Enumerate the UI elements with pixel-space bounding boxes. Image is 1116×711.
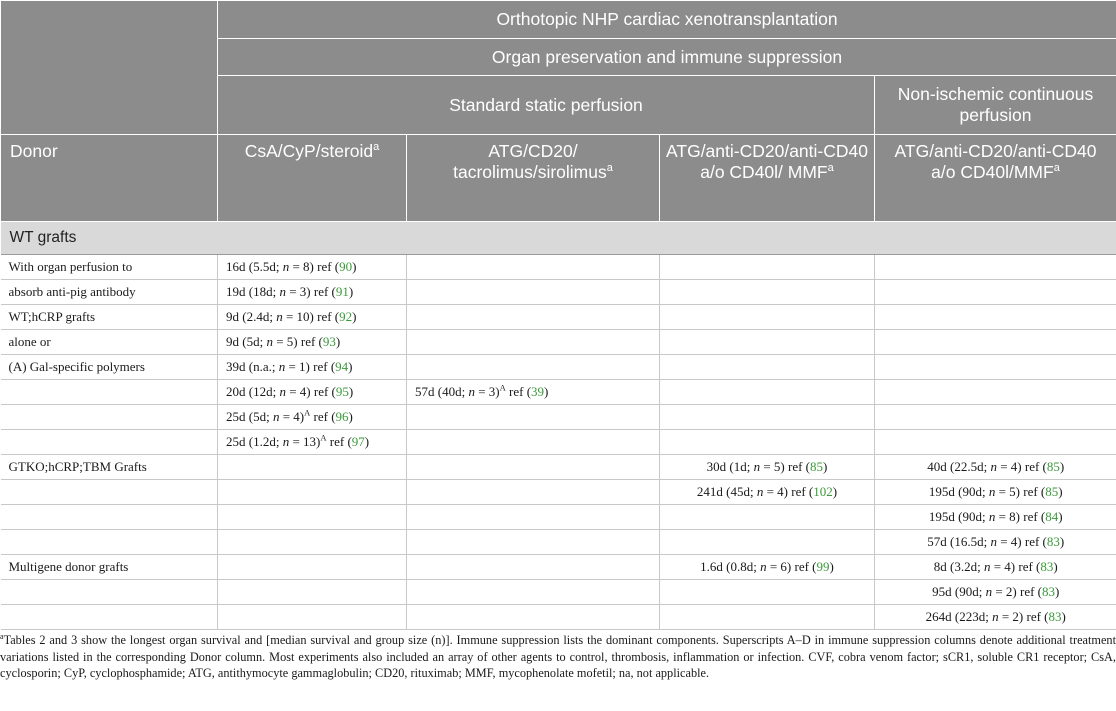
- survival-cell-c4: [875, 255, 1116, 280]
- table-row: [1, 580, 1116, 605]
- survival-text: 25d (5d; n = 4): [226, 409, 305, 424]
- survival-cell-c2: [407, 505, 660, 530]
- n-symbol: n: [468, 384, 475, 399]
- survival-cell-c1: 25d (5d; n = 4)$^A$ ref (96): [218, 405, 407, 430]
- survival-cell-c3: [660, 330, 875, 355]
- reference-link[interactable]: 85: [1045, 484, 1059, 499]
- survival-cell-c4: 195d (90d; n = 8) ref (84): [875, 505, 1116, 530]
- survival-cell-c4: [875, 330, 1116, 355]
- survival-cell-c1: [218, 580, 407, 605]
- reference-link[interactable]: 102: [813, 484, 833, 499]
- table-footnote: [0, 632, 1116, 682]
- header-col2: [407, 135, 660, 222]
- header-title: Orthotopic NHP cardiac xenotransplantation: [218, 1, 1116, 39]
- table-row: [1, 330, 1116, 355]
- survival-cell-c1: 9d (5d; n = 5) ref (93): [218, 330, 407, 355]
- header-corner: [1, 1, 218, 135]
- reference-link[interactable]: 97: [351, 434, 365, 449]
- survival-cell-c4: [875, 305, 1116, 330]
- table-row: [1, 305, 1116, 330]
- reference-link[interactable]: 90: [339, 259, 353, 274]
- survival-cell-c3: 30d (1d; n = 5) ref (85): [660, 455, 875, 480]
- n-symbol: n: [282, 259, 290, 274]
- survival-cell-c3: [660, 505, 875, 530]
- reference-link[interactable]: 92: [339, 309, 353, 324]
- ref-label: ref: [505, 384, 524, 399]
- donor-cell: Multigene donor grafts: [1, 555, 218, 580]
- survival-cell-c1: [218, 480, 407, 505]
- survival-cell-c3: [660, 280, 875, 305]
- survival-cell-c2: [407, 330, 660, 355]
- footnote-marker: a: [0, 631, 4, 641]
- reference-link[interactable]: 93: [322, 334, 336, 349]
- header-col1-superscript: a: [373, 141, 380, 154]
- donor-cell: [1, 530, 218, 555]
- survival-cell-c1: 19d (18d; n = 3) ref (91): [218, 280, 407, 305]
- survival-cell-c1: [218, 555, 407, 580]
- header-col4: [875, 135, 1116, 222]
- survival-cell-c3: [660, 605, 875, 630]
- survival-cell-c1: 20d (12d; n = 4) ref (95): [218, 380, 407, 405]
- reference-link[interactable]: 83: [1048, 609, 1062, 624]
- n-symbol: n: [992, 609, 999, 624]
- survival-text: 195d (90d; n = 5) ref: [928, 484, 1038, 499]
- table-header: [1, 1, 1116, 222]
- table-row: [1, 555, 1116, 580]
- n-symbol: n: [279, 384, 286, 399]
- n-symbol: n: [276, 309, 283, 324]
- table-row: [1, 405, 1116, 430]
- survival-cell-c2: [407, 480, 660, 505]
- table-row: [1, 280, 1116, 305]
- header-col3: [660, 135, 875, 222]
- n-symbol: n: [756, 484, 764, 499]
- ref-label: ref: [310, 409, 328, 424]
- header-group-nonischemic: Non-ischemic continuous perfusion: [875, 76, 1116, 135]
- survival-cell-c3: [660, 405, 875, 430]
- table-row: [1, 430, 1116, 455]
- donor-cell: [1, 480, 218, 505]
- survival-text: 16d (5.5d; n = 8) ref: [226, 259, 332, 274]
- survival-cell-c4: [875, 380, 1116, 405]
- donor-cell: [1, 405, 218, 430]
- survival-cell-c1: 25d (1.2d; n = 13)$^A$ ref (97): [218, 430, 407, 455]
- survival-text: 1.6d (0.8d; n = 6) ref: [700, 559, 809, 574]
- n-symbol: n: [266, 334, 273, 349]
- survival-cell-c2: [407, 355, 660, 380]
- survival-text: 57d (40d; n = 3): [415, 384, 500, 399]
- donor-cell: [1, 430, 218, 455]
- survival-cell-c2: [407, 580, 660, 605]
- survival-cell-c4: 40d (22.5d; n = 4) ref (85): [875, 455, 1116, 480]
- survival-cell-c3: [660, 580, 875, 605]
- section-wt-grafts: WT grafts: [1, 222, 1116, 255]
- header-col2-superscript: a: [606, 162, 613, 175]
- survival-cell-c2: [407, 430, 660, 455]
- survival-text: 9d (5d; n = 5) ref: [226, 334, 316, 349]
- survival-text: 9d (2.4d; n = 10) ref: [226, 309, 332, 324]
- donor-cell: absorb anti-pig antibody: [1, 280, 218, 305]
- n-symbol: n: [278, 359, 286, 374]
- survival-cell-c4: 264d (223d; n = 2) ref (83): [875, 605, 1116, 630]
- n-symbol: n: [990, 534, 997, 549]
- header-col1: [218, 135, 407, 222]
- survival-cell-c1: [218, 505, 407, 530]
- reference-link[interactable]: 91: [335, 284, 349, 299]
- survival-cell-c1: [218, 455, 407, 480]
- table-body: [1, 222, 1116, 630]
- survival-text: 241d (45d; n = 4) ref: [696, 484, 806, 499]
- treatment-variant-superscript: A: [320, 432, 327, 443]
- survival-text: 40d (22.5d; n = 4) ref: [927, 459, 1040, 474]
- ref-label: ref: [326, 434, 345, 449]
- table-row: [1, 355, 1116, 380]
- donor-cell: (A) Gal-specific polymers: [1, 355, 218, 380]
- survival-cell-c4: [875, 280, 1116, 305]
- survival-text: 39d (n.a.; n = 1) ref: [226, 359, 328, 374]
- donor-cell: GTKO;hCRP;TBM Grafts: [1, 455, 218, 480]
- header-col4-label: ATG/anti-CD20/anti-CD40 a/o CD40l/MMF: [894, 141, 1097, 182]
- n-symbol: n: [988, 484, 996, 499]
- header-subtitle: Organ preservation and immune suppression: [218, 39, 1116, 76]
- survival-cell-c2: [407, 255, 660, 280]
- survival-cell-c3: 1.6d (0.8d; n = 6) ref (99): [660, 555, 875, 580]
- reference-link[interactable]: 83: [1042, 584, 1056, 599]
- survival-text: 8d (3.2d; n = 4) ref: [933, 559, 1033, 574]
- donor-cell: WT;hCRP grafts: [1, 305, 218, 330]
- survival-cell-c2: [407, 405, 660, 430]
- footnote-text: Tables 2 and 3 show the longest organ survival and [median survival and group size (n)]. Immune suppression lists the dominant components. Superscripts A–D in immune suppression columns denote additional treatment variations listed in the corresponding Donor column. Most experiments also included an array of other agents to control, thrombosis, inflammation or infection. CVF, cobra venom factor; sCR1, soluble CR1 receptor; CsA, cyclosporin; CyP, cyclophosphamide; ATG, antithymocyte gammaglobulin; CD20, rituximab; MMF, mycophenolate mofetil; na, not applicable.: [0, 633, 1116, 681]
- reference-link[interactable]: 96: [335, 409, 349, 424]
- survival-cell-c3: [660, 430, 875, 455]
- reference-link[interactable]: 83: [1046, 534, 1060, 549]
- header-col1-label: CsA/CyP/steroid: [244, 141, 374, 161]
- survival-cell-c3: [660, 355, 875, 380]
- survival-cell-c4: 195d (90d; n = 5) ref (85): [875, 480, 1116, 505]
- survival-text: 20d (12d; n = 4) ref: [226, 384, 329, 399]
- survival-text: 195d (90d; n = 8) ref: [928, 509, 1038, 524]
- survival-cell-c2: [407, 605, 660, 630]
- table-row: [1, 505, 1116, 530]
- n-symbol: n: [272, 409, 280, 424]
- survival-cell-c2: [407, 530, 660, 555]
- n-symbol: n: [760, 559, 767, 574]
- survival-cell-c3: 241d (45d; n = 4) ref (102): [660, 480, 875, 505]
- donor-cell: [1, 580, 218, 605]
- survival-text: 57d (16.5d; n = 4) ref: [927, 534, 1040, 549]
- survival-cell-c3: [660, 255, 875, 280]
- treatment-variant-superscript: A: [304, 407, 311, 418]
- survival-cell-c3: [660, 380, 875, 405]
- survival-cell-c1: [218, 530, 407, 555]
- survival-cell-c3: [660, 305, 875, 330]
- reference-link[interactable]: 84: [1045, 509, 1059, 524]
- survival-cell-c4: 8d (3.2d; n = 4) ref (83): [875, 555, 1116, 580]
- survival-text: 264d (223d; n = 2) ref: [925, 609, 1041, 624]
- survival-cell-c2: [407, 455, 660, 480]
- survival-cell-c1: [218, 605, 407, 630]
- header-col4-superscript: a: [1053, 162, 1060, 175]
- survival-cell-c1: 9d (2.4d; n = 10) ref (92): [218, 305, 407, 330]
- table-row: [1, 605, 1116, 630]
- n-symbol: n: [282, 434, 290, 449]
- table-row: [1, 255, 1116, 280]
- survival-cell-c2: [407, 305, 660, 330]
- donor-cell: With organ perfusion to: [1, 255, 218, 280]
- survival-cell-c1: 16d (5.5d; n = 8) ref (90): [218, 255, 407, 280]
- table-row: [1, 455, 1116, 480]
- table-row: [1, 480, 1116, 505]
- survival-cell-c3: [660, 530, 875, 555]
- survival-text: 95d (90d; n = 2) ref: [932, 584, 1035, 599]
- reference-link[interactable]: 83: [1040, 559, 1054, 574]
- reference-link[interactable]: 39: [531, 384, 545, 399]
- n-symbol: n: [279, 284, 286, 299]
- treatment-variant-superscript: A: [499, 382, 506, 393]
- n-symbol: n: [988, 509, 996, 524]
- survival-cell-c2: 57d (40d; n = 3)$^A$ ref (39): [407, 380, 660, 405]
- header-col2-label: ATG/CD20/ tacrolimus/sirolimus: [453, 141, 607, 182]
- donor-cell: [1, 505, 218, 530]
- header-donor: Donor: [1, 135, 218, 222]
- table-row: [1, 380, 1116, 405]
- survival-cell-c4: [875, 430, 1116, 455]
- reference-link[interactable]: 85: [810, 459, 824, 474]
- header-col3-superscript: a: [827, 162, 834, 175]
- survival-text: 30d (1d; n = 5) ref: [706, 459, 803, 474]
- reference-link[interactable]: 95: [335, 384, 349, 399]
- survival-cell-c4: 57d (16.5d; n = 4) ref (83): [875, 530, 1116, 555]
- n-symbol: n: [990, 459, 997, 474]
- reference-link[interactable]: 94: [335, 359, 349, 374]
- survival-cell-c4: [875, 405, 1116, 430]
- n-symbol: n: [983, 559, 991, 574]
- survival-cell-c1: 39d (n.a.; n = 1) ref (94): [218, 355, 407, 380]
- header-group-static: Standard static perfusion: [218, 76, 875, 135]
- survival-cell-c2: [407, 555, 660, 580]
- donor-cell: [1, 380, 218, 405]
- n-symbol: n: [753, 459, 761, 474]
- n-symbol: n: [985, 584, 993, 599]
- reference-link[interactable]: 99: [816, 559, 830, 574]
- survival-cell-c4: [875, 355, 1116, 380]
- survival-text: 19d (18d; n = 3) ref: [226, 284, 329, 299]
- survival-cell-c4: 95d (90d; n = 2) ref (83): [875, 580, 1116, 605]
- donor-cell: alone or: [1, 330, 218, 355]
- survival-text: 25d (1.2d; n = 13): [226, 434, 321, 449]
- table-row: [1, 530, 1116, 555]
- reference-link[interactable]: 85: [1046, 459, 1060, 474]
- header-col3-label: ATG/anti-CD20/anti-CD40 a/o CD40l/ MMF: [666, 141, 868, 182]
- survival-cell-c2: [407, 280, 660, 305]
- donor-cell: [1, 605, 218, 630]
